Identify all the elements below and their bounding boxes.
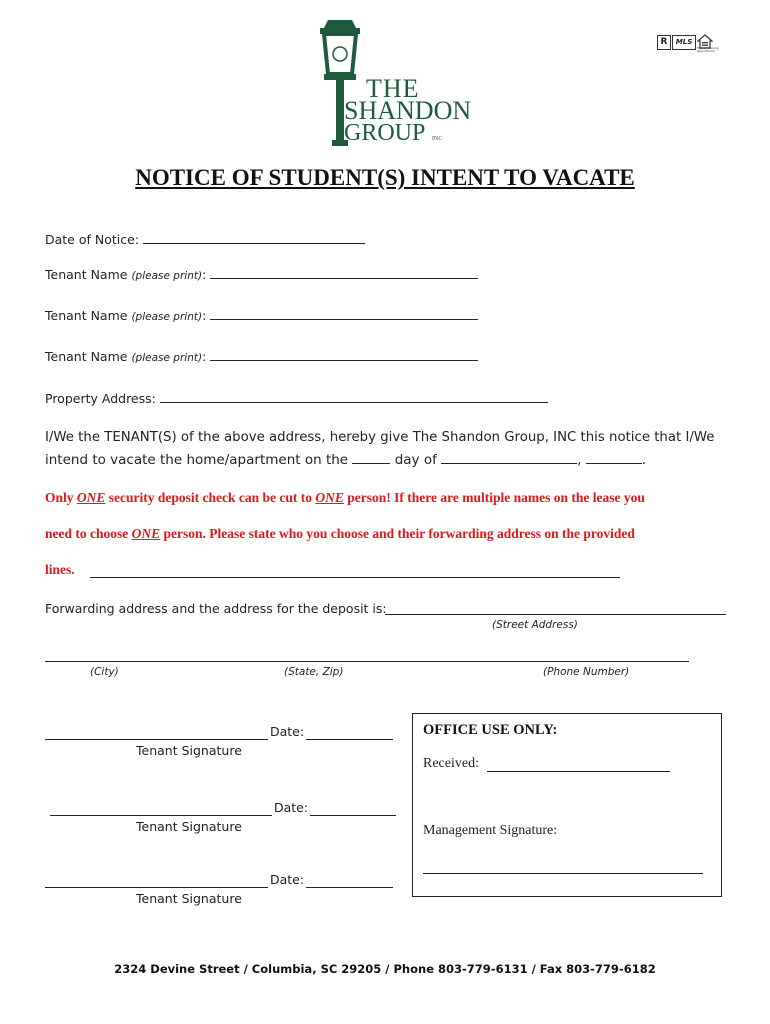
date-of-notice-field[interactable] (143, 231, 365, 244)
tenant-name-row-3 (45, 348, 478, 364)
tenant-name-row-2 (45, 307, 478, 323)
please-print-hint: (please print) (131, 352, 203, 364)
tenant-signature-caption: Tenant Signature (136, 891, 242, 906)
tenant-name-field-2[interactable] (210, 307, 478, 320)
property-address-label: Property Address: (45, 391, 156, 406)
intent-line-2-text: intend to vacate the home/apartment on the (45, 452, 349, 468)
day-of-text: day of (394, 452, 437, 468)
signature-date-label: Date: (270, 872, 305, 887)
please-print-hint: (please print) (131, 270, 203, 282)
logo-text-inc: INC (432, 136, 443, 142)
logo-text-group: GROUP (344, 120, 426, 146)
colon: : (202, 308, 207, 323)
forwarding-row (45, 601, 387, 616)
city-state-phone-field[interactable] (45, 661, 689, 662)
vacate-month-field[interactable] (441, 451, 577, 464)
forwarding-label: Forwarding address and the address for the deposit is: (45, 601, 387, 616)
realtor-icon: R (657, 35, 671, 50)
office-use-heading: OFFICE USE ONLY: (423, 722, 558, 738)
date-of-notice-label: Date of Notice: (45, 232, 140, 247)
tenant-name-field-1[interactable] (210, 266, 478, 279)
notice-emphasis: ONE (131, 526, 161, 541)
signature-date-field-1[interactable] (306, 739, 393, 740)
city-caption: (City) (90, 666, 119, 678)
vacate-day-field[interactable] (352, 451, 390, 464)
received-field[interactable] (487, 771, 670, 772)
tenant-signature-field-2[interactable] (50, 815, 272, 816)
management-signature-label: Management Signature: (423, 823, 558, 838)
signature-date-field-3[interactable] (306, 887, 393, 888)
signature-date-field-2[interactable] (310, 815, 396, 816)
tenant-signature-caption: Tenant Signature (136, 819, 242, 834)
tenant-name-label: Tenant Name (45, 349, 128, 364)
period: . (641, 452, 647, 468)
tenant-name-row-1 (45, 266, 478, 282)
intent-paragraph (45, 430, 735, 468)
street-address-field[interactable] (385, 614, 726, 615)
please-print-hint: (please print) (131, 311, 203, 323)
street-address-caption: (Street Address) (492, 619, 578, 631)
deposit-notice-line-3 (45, 562, 75, 578)
company-logo (310, 14, 470, 154)
signature-date-label: Date: (270, 724, 305, 739)
footer-address: 2324 Devine Street / Columbia, SC 29205 / Phone 803-779-6131 / Fax 803-779-6182 (114, 962, 656, 976)
property-address-row (45, 390, 548, 406)
tenant-signature-field-1[interactable] (45, 739, 268, 740)
colon: : (202, 349, 207, 364)
tenant-name-label: Tenant Name (45, 308, 128, 323)
notice-emphasis: ONE (76, 490, 106, 505)
notice-text: Only (45, 490, 74, 505)
tenant-signature-field-3[interactable] (45, 887, 268, 888)
date-of-notice-row (45, 231, 365, 247)
comma: , (577, 452, 582, 468)
intent-line-1: I/We the TENANT(S) of the above address, hereby give The Shandon Group, INC this notice that I/We (45, 430, 715, 445)
logo-text-shandon: SHANDON (344, 96, 472, 125)
property-address-field[interactable] (160, 390, 548, 403)
notice-text: need to choose (45, 526, 129, 541)
intent-line-2 (45, 451, 735, 468)
logo-text-the: THE (366, 74, 420, 103)
equal-housing-label: Equal Housing Opportunity (697, 46, 719, 53)
notice-emphasis: ONE (315, 490, 344, 505)
mls-icon: MLS (672, 35, 696, 50)
phone-caption: (Phone Number) (543, 666, 630, 678)
realtor-badges (657, 34, 717, 52)
deposit-notice-line-1 (45, 490, 645, 506)
deposit-notice-line-2 (45, 526, 635, 542)
notice-text: person. Please state who you choose and their forwarding address on the provided (163, 526, 635, 541)
state-zip-caption: (State, Zip) (284, 666, 344, 678)
chosen-person-field[interactable] (90, 577, 620, 578)
received-label: Received: (423, 756, 479, 771)
tenant-name-field-3[interactable] (210, 348, 478, 361)
office-use-box (412, 713, 722, 897)
tenant-signature-caption: Tenant Signature (136, 743, 242, 758)
notice-text: person! If there are multiple names on the lease you (347, 490, 645, 505)
management-signature-field[interactable] (423, 873, 703, 874)
vacate-year-field[interactable] (586, 451, 642, 464)
signature-date-label: Date: (274, 800, 309, 815)
notice-text: lines. (45, 562, 75, 577)
colon: : (202, 267, 207, 282)
tenant-name-label: Tenant Name (45, 267, 128, 282)
notice-text: security deposit check can be cut to (108, 490, 313, 505)
page-title: NOTICE OF STUDENT(S) INTENT TO VACATE (135, 165, 635, 190)
